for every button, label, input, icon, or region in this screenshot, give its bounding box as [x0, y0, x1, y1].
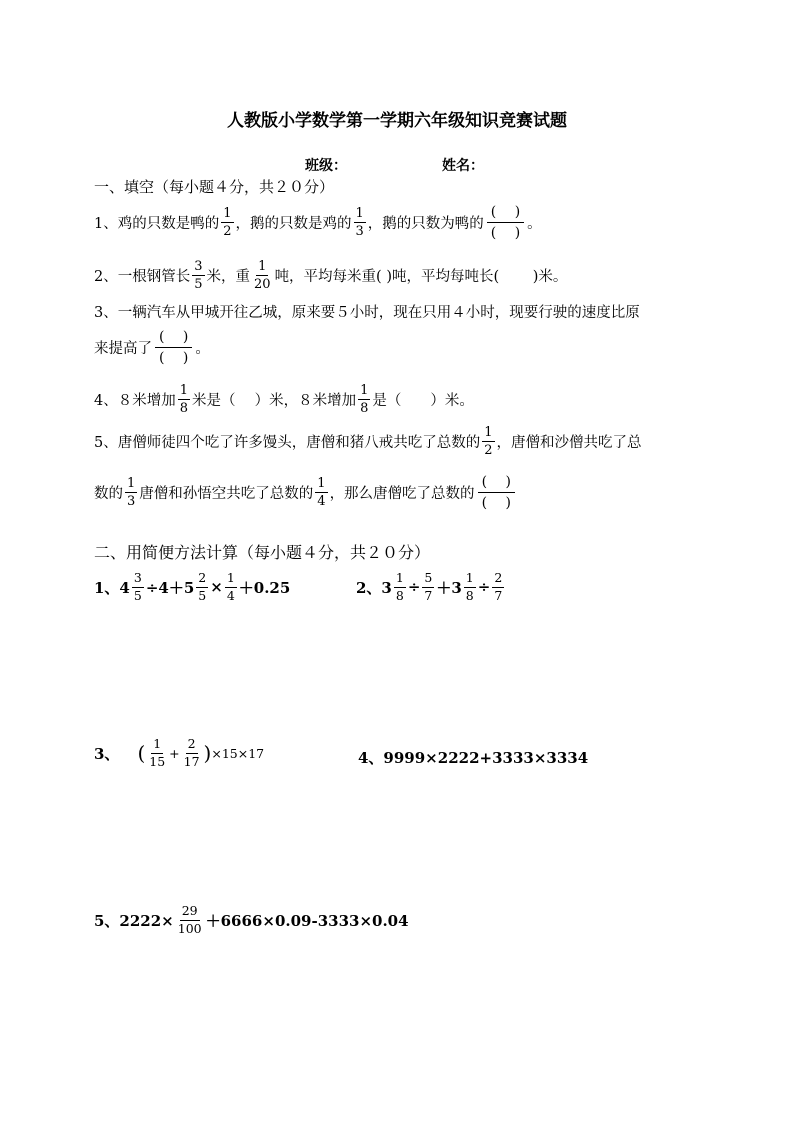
calc2-text-a: ÷ [407, 578, 421, 596]
question-4 [94, 384, 474, 415]
question-5-line-2 [94, 475, 518, 510]
q1-answer-blank[interactable]: $\frac{( )}{( )}$ [487, 205, 524, 240]
q4-text-c: 是（ ）米。 [372, 393, 474, 409]
calc2-fraction-3: $\frac{1}{8}$ [465, 570, 474, 603]
calc-5 [94, 905, 409, 935]
q5-text-line1b: ，唐僧和沙僧共吃了总 [496, 435, 642, 451]
calc3-label: 3、 [94, 744, 120, 763]
class-label: 班级： [305, 158, 347, 174]
calc1-text-a: ÷4＋5 [145, 578, 195, 597]
q2-fraction-2: $\frac{1}{20}$ [254, 259, 271, 292]
calc3-rest: ×15×17 [211, 745, 265, 761]
calc3-fraction-2: $\frac{2}{17}$ [183, 736, 200, 769]
calc3-plus: + [169, 745, 180, 761]
q5-text-line1a: 5、唐僧师徒四个吃了许多馒头，唐僧和猪八戒共吃了总数的 [94, 435, 481, 451]
calc-3 [94, 738, 264, 768]
question-5-line-1 [94, 426, 642, 457]
calc2-fraction-2: $\frac{5}{7}$ [424, 570, 433, 603]
q1-end: 。 [527, 216, 542, 232]
question-2 [94, 260, 567, 291]
calc2-text-b: ＋3 [436, 578, 462, 597]
q5-answer-blank[interactable]: $\frac{( )}{( )}$ [478, 475, 515, 510]
calc5-fraction-1: $\frac{29}{100}$ [177, 903, 202, 936]
q1-text-a: 1、鸡的只数是鸭的 [94, 216, 220, 232]
calc3-open-paren: ( [137, 741, 146, 765]
q2-fraction-1: $\frac{3}{5}$ [194, 259, 203, 292]
calc2-fraction-1: $\frac{1}{8}$ [395, 570, 404, 603]
q3-end: 。 [195, 341, 210, 357]
calc1-text-b: × [210, 578, 223, 596]
question-1 [94, 205, 542, 240]
calc5-text-a: 5、2222× [94, 911, 174, 930]
calc2-label: 2、3 [356, 578, 392, 597]
q4-fraction-1: $\frac{1}{8}$ [179, 383, 189, 416]
calc3-close-paren: ) [203, 741, 212, 765]
q5-fraction-3: $\frac{1}{4}$ [317, 476, 326, 509]
q3-text-line2: 来提高了 [94, 341, 152, 357]
section2-heading: 二、用简便方法计算（每小题４分，共２０分） [94, 543, 431, 562]
page-title: 人教版小学数学第一学期六年级知识竞赛试题 [227, 111, 567, 131]
q1-text-b: ，鹅的只数是鸡的 [235, 216, 352, 232]
q1-fraction-2: $\frac{1}{3}$ [355, 206, 364, 239]
calc1-fraction-2: $\frac{2}{5}$ [198, 570, 207, 603]
calc1-fraction-1: $\frac{3}{5}$ [133, 570, 142, 603]
section1-heading: 一、填空（每小题４分，共２０分） [94, 178, 335, 196]
calc1-fraction-3: $\frac{1}{4}$ [226, 570, 235, 603]
calc-2 [356, 572, 506, 602]
q4-text-a: 4、８米增加 [94, 393, 176, 409]
question-3-line-2 [94, 330, 210, 365]
question-3-line-1 [94, 301, 640, 322]
calc1-label: 1、4 [94, 578, 130, 597]
calc5-text-b: ＋6666×0.09-3333×0.04 [205, 911, 409, 930]
q2-text-b: 米，重 [206, 269, 251, 285]
calc2-fraction-4: $\frac{2}{7}$ [494, 570, 503, 603]
calc-1 [94, 572, 290, 602]
name-label: 姓名： [442, 158, 484, 174]
calc2-text-c: ÷ [477, 578, 491, 596]
q2-text-a: 2、一根钢管长 [94, 269, 191, 285]
q5-text-line2a: 数的 [94, 486, 123, 502]
q5-text-line2c: ，那么唐僧吃了总数的 [329, 486, 475, 502]
calc3-fraction-1: $\frac{1}{15}$ [149, 736, 166, 769]
q1-fraction-1: $\frac{1}{2}$ [223, 206, 232, 239]
q4-text-b: 米是（ ）米，８米增加 [192, 393, 357, 409]
q5-fraction-1: $\frac{1}{2}$ [484, 425, 493, 458]
q1-text-c: ，鹅的只数为鸭的 [367, 216, 484, 232]
calc4-text: 4、9999×2222+3333×3334 [358, 749, 589, 767]
calc-4 [358, 747, 588, 768]
q4-fraction-2: $\frac{1}{8}$ [360, 383, 369, 416]
q5-fraction-2: $\frac{1}{3}$ [127, 476, 136, 509]
q3-text-line1: 3、一辆汽车从甲城开往乙城，原来要５小时，现在只用４小时，现要行驶的速度比原 [94, 305, 640, 321]
calc1-text-c: ＋0.25 [238, 578, 291, 597]
q3-answer-blank[interactable]: $\frac{( )}{( )}$ [155, 330, 192, 365]
q2-text-c: 吨，平均每米重( )吨，平均每吨长( )米。 [274, 269, 568, 285]
q5-text-line2b: 唐僧和孙悟空共吃了总数的 [139, 486, 314, 502]
